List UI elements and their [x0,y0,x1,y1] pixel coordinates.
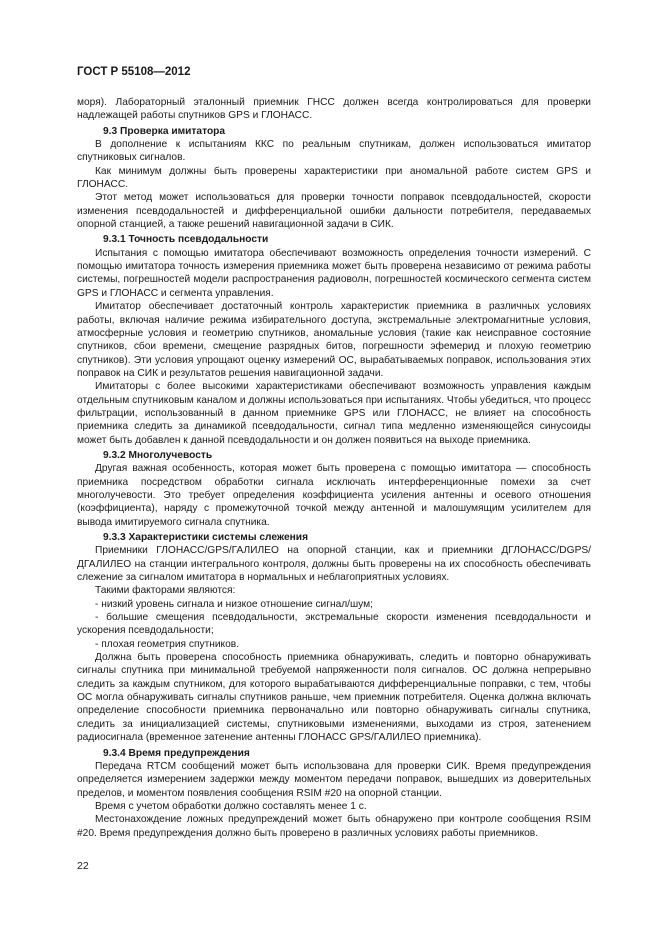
paragraph: Имитатор обеспечивает достаточный контроль характеристик приемника в различных условиях работы, включая наличие режима избирательного доступа, экстремальные электромагнитные условия, атмосферные условия и геометрию спутников, аномальные условия (такие как неисправное состояние спутников, сбои времени, смещение разрядных битов, погрешности эфемерид и плохую геометрию спутников). Эти условия упрощают оценку измерений ОС, вырабатываемых поправок, использования этих поправок на СИК и результатов решения навигационной задачи. [77,301,591,379]
paragraph: - большие смещения псевдодальности, экстремальные скорости изменения псевдодальности и ускорения псевдодальности; [77,612,591,637]
paragraph: - плохая геометрия спутников. [95,638,240,650]
paragraph: - низкий уровень сигнала и низкое отношение сигнал/шум; [95,598,373,610]
paragraph: В дополнение к испытаниям ККС по реальным спутникам, должен использоваться имитатор спутниковых сигналов. [77,139,591,164]
section-heading: 9.3.4 Время предупреждения [103,747,250,759]
paragraph: Такими факторами являются: [95,585,236,597]
paragraph: Как минимум должны быть проверены характеристики при аномальной работе систем GPS и ГЛОНАСС. [77,165,591,191]
section-heading: 9.3.2 Многолучевость [103,449,213,461]
section-heading: 9.3 Проверка имитатора [103,125,226,137]
section-heading: 9.3.1 Точность псевдодальности [103,234,269,246]
paragraph: моря). Лабораторный эталонный приемник ГНСС должен всегда контролироваться для проверки надлежащей работы спутников GPS и ГЛОНАСС. [77,97,591,122]
paragraph: Другая важная особенность, которая может быть проверена с помощью имитатора — способность приемника посредством обработки сигнала исключать интерференционные помехи за счет многолучевости. Это требует определения коэффициента усиления антенны и осевого отношения (коэффициента), наряду с промежуточной точкой между антенной и малошумящим усилителем для вывода имитируемого сигнала спутника. [77,463,591,528]
paragraph: Приемники ГЛОНАСС/GPS/ГАЛИЛЕО на опорной станции, как и приемники ДГЛОНАСС/DGPS/ДГАЛИЛЕО на станции интегрального контроля, должны быть проверены на их способность обеспечивать слежение за сигналом имитатора в нормальных и неблагоприятных условиях. [77,545,591,584]
paragraph: Передача RTCM сообщений может быть использована для проверки СИК. Время предупреждения определяется измерением задержки между моментом передачи поправок, вышедших из доверительных пределов, и моментом появления сообщения RSIM #20 на опорной станции. [77,760,591,799]
paragraph: Время с учетом обработки должно составлять менее 1 с. [95,800,367,812]
paragraph: Испытания с помощью имитатора обеспечивают возможность определения точности измерений. С помощью имитатора точность измерения приемника может быть проверена независимо от режима работы системы, погрешностей модели распространения радиоволн, погрешностей космического сегмента систем GPS и ГЛОНАСС и сегмента управления. [77,247,591,299]
document-body [77,96,591,840]
paragraph: Местонахождение ложных предупреждений может быть обнаружено при контроле сообщения RSIM #20. Время предупреждения должно быть проверено в различных условиях работы приемников. [77,814,591,839]
document-header: ГОСТ Р 55108—2012 [77,66,191,78]
paragraph: Имитаторы с более высокими характеристиками обеспечивают возможность управления каждым отдельным спутниковым каналом и должны использоваться при испытаниях. Чтобы убедиться, что процесс фильтрации, использованный в данном приемнике GPS или ГЛОНАСС, не влияет на способность приемника следить за динамикой псевдодальности, сигнал типа медленно изменяющейся синусоиды может быть добавлен к данной псевдодальности и он должен появиться на выходе приемника. [77,381,591,446]
section-heading: 9.3.3 Характеристики системы слежения [103,532,309,543]
paragraph: Этот метод может использоваться для проверки точности поправок псевдодальностей, скорости изменения псевдодальностей и дифференциальной ошибки дальности потребителя, передаваемых опорной станцией, а также решений навигационной задачи в СИК. [77,192,591,231]
paragraph: Должна быть проверена способность приемника обнаруживать, следить и повторно обнаруживать сигналы спутника при минимальной требуемой напряженности поля сигналов. ОС должна непрерывно следить за каждым спутником, для которого вырабатываются дифференциальные поправки, с тем, чтобы ОС могла обнаруживать сигналы спутников раньше, чем приемник потребителя. Оценка должна включать определение способности приемника первоначально или повторно обнаруживать сигналы спутника, следить за инициализацией системы, спутниковыми изменениями, выходами из строя, затенением радиосигнала (временное затенение антенны ГЛОНАСС GPS/ГАЛИЛЕО приемника). [77,652,591,744]
page-number: 22 [77,860,89,872]
